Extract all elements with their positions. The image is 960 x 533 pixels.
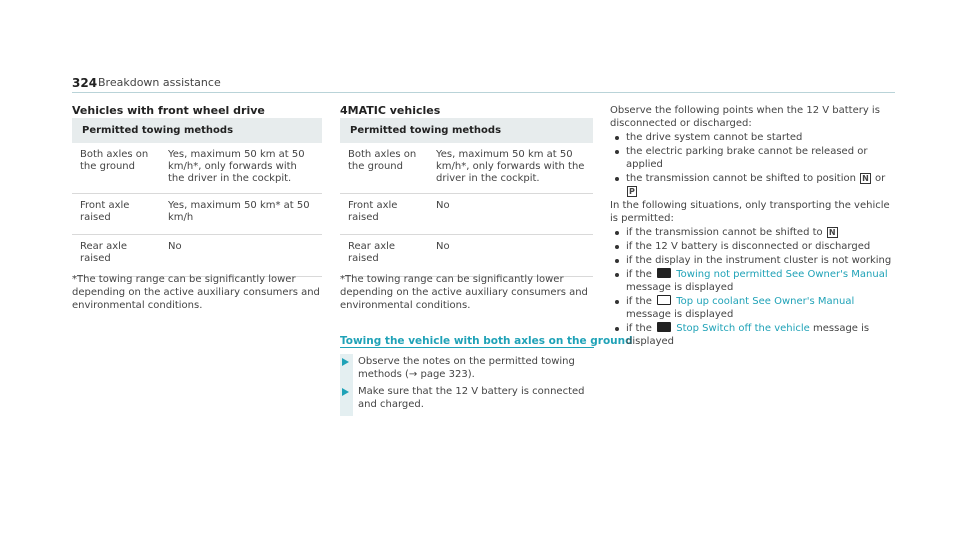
- towing-section-rule: [340, 347, 594, 348]
- display-message: Stop Switch off the vehicle: [676, 323, 810, 334]
- row-label: Front axle raised: [72, 194, 160, 235]
- section-title-front-wheel-drive: Vehicles with front wheel drive: [72, 104, 265, 117]
- engine-off-icon: [657, 322, 671, 332]
- row-label: Rear axle raised: [340, 235, 428, 277]
- row-label: Both axles on the ground: [72, 143, 160, 194]
- list-item: if the 12 V battery is disconnected or discharged: [610, 240, 900, 253]
- towing-section-title: Towing the vehicle with both axles on the ground: [340, 335, 633, 347]
- towing-table-front-wheel-drive: [72, 118, 322, 277]
- list-item: if the transmission cannot be shifted to N: [610, 226, 900, 239]
- row-value: Yes, maximum 50 km at 50 km/h*, only forwards with the driver in the cockpit.: [160, 143, 322, 194]
- step-arrow-icon: [342, 358, 349, 366]
- list-item: if the display in the instrument cluster is not working: [610, 254, 900, 267]
- list-item: the drive system cannot be started: [610, 131, 900, 144]
- table-row: [340, 194, 593, 235]
- row-label: Both axles on the ground: [340, 143, 428, 194]
- row-value: No: [428, 235, 593, 277]
- header-divider: [72, 92, 895, 93]
- display-message: Top up coolant See Owner's Manual: [676, 296, 855, 307]
- step-1: Observe the notes on the permitted towing methods (→ page 323).: [358, 356, 575, 380]
- gear-p-symbol: P: [629, 187, 635, 196]
- situations-intro: In the following situations, only transporting the vehicle is permitted:: [610, 200, 890, 224]
- table-row: [340, 235, 593, 277]
- row-label: Rear axle raised: [72, 235, 160, 277]
- row-value: No: [160, 235, 322, 277]
- row-value: Yes, maximum 50 km at 50 km/h*, only forwards with the driver in the cockpit.: [428, 143, 593, 194]
- table-row: [72, 235, 322, 277]
- intro-text: Observe the following points when the 12 V battery is disconnected or discharged:: [610, 105, 880, 129]
- list-item: if the Towing not permitted See Owner's Manual message is displayed: [610, 268, 900, 294]
- list-item: the electric parking brake cannot be released or applied: [610, 145, 900, 171]
- row-label: Front axle raised: [340, 194, 428, 235]
- row-value: Yes, maximum 50 km* at 50 km/h: [160, 194, 322, 235]
- towing-table-4matic: [340, 118, 593, 277]
- list-item: if the Stop Switch off the vehicle message is displayed: [610, 322, 900, 348]
- coolant-icon: [657, 295, 671, 305]
- row-value: No: [428, 194, 593, 235]
- battery-points-list: [610, 131, 900, 198]
- section-title-4matic: 4MATIC vehicles: [340, 104, 441, 117]
- list-item: if the Top up coolant See Owner's Manual message is displayed: [610, 295, 900, 321]
- page-header-title: Breakdown assistance: [98, 76, 221, 89]
- table-row: [72, 194, 322, 235]
- step-arrow-icon: [342, 388, 349, 396]
- gear-n-symbol: N: [828, 228, 836, 237]
- list-item: the transmission cannot be shifted to position N or P: [610, 172, 900, 198]
- situations-list: [610, 226, 900, 348]
- page-number: 324: [72, 76, 98, 90]
- footnote: *The towing range can be significantly lower depending on the active auxiliary consumers and environmental conditions.: [72, 274, 320, 311]
- battery-notes: [610, 104, 900, 349]
- table-row: [340, 143, 593, 194]
- table-header: Permitted towing methods: [72, 118, 322, 143]
- tow-icon: [657, 268, 671, 278]
- table-header: Permitted towing methods: [340, 118, 593, 143]
- table-row: [72, 143, 322, 194]
- step-2: Make sure that the 12 V battery is connected and charged.: [358, 386, 585, 410]
- display-message: Towing not permitted See Owner's Manual: [676, 269, 888, 280]
- footnote: *The towing range can be significantly lower depending on the active auxiliary consumers and environmental conditions.: [340, 274, 588, 311]
- gear-n-symbol: N: [862, 174, 869, 183]
